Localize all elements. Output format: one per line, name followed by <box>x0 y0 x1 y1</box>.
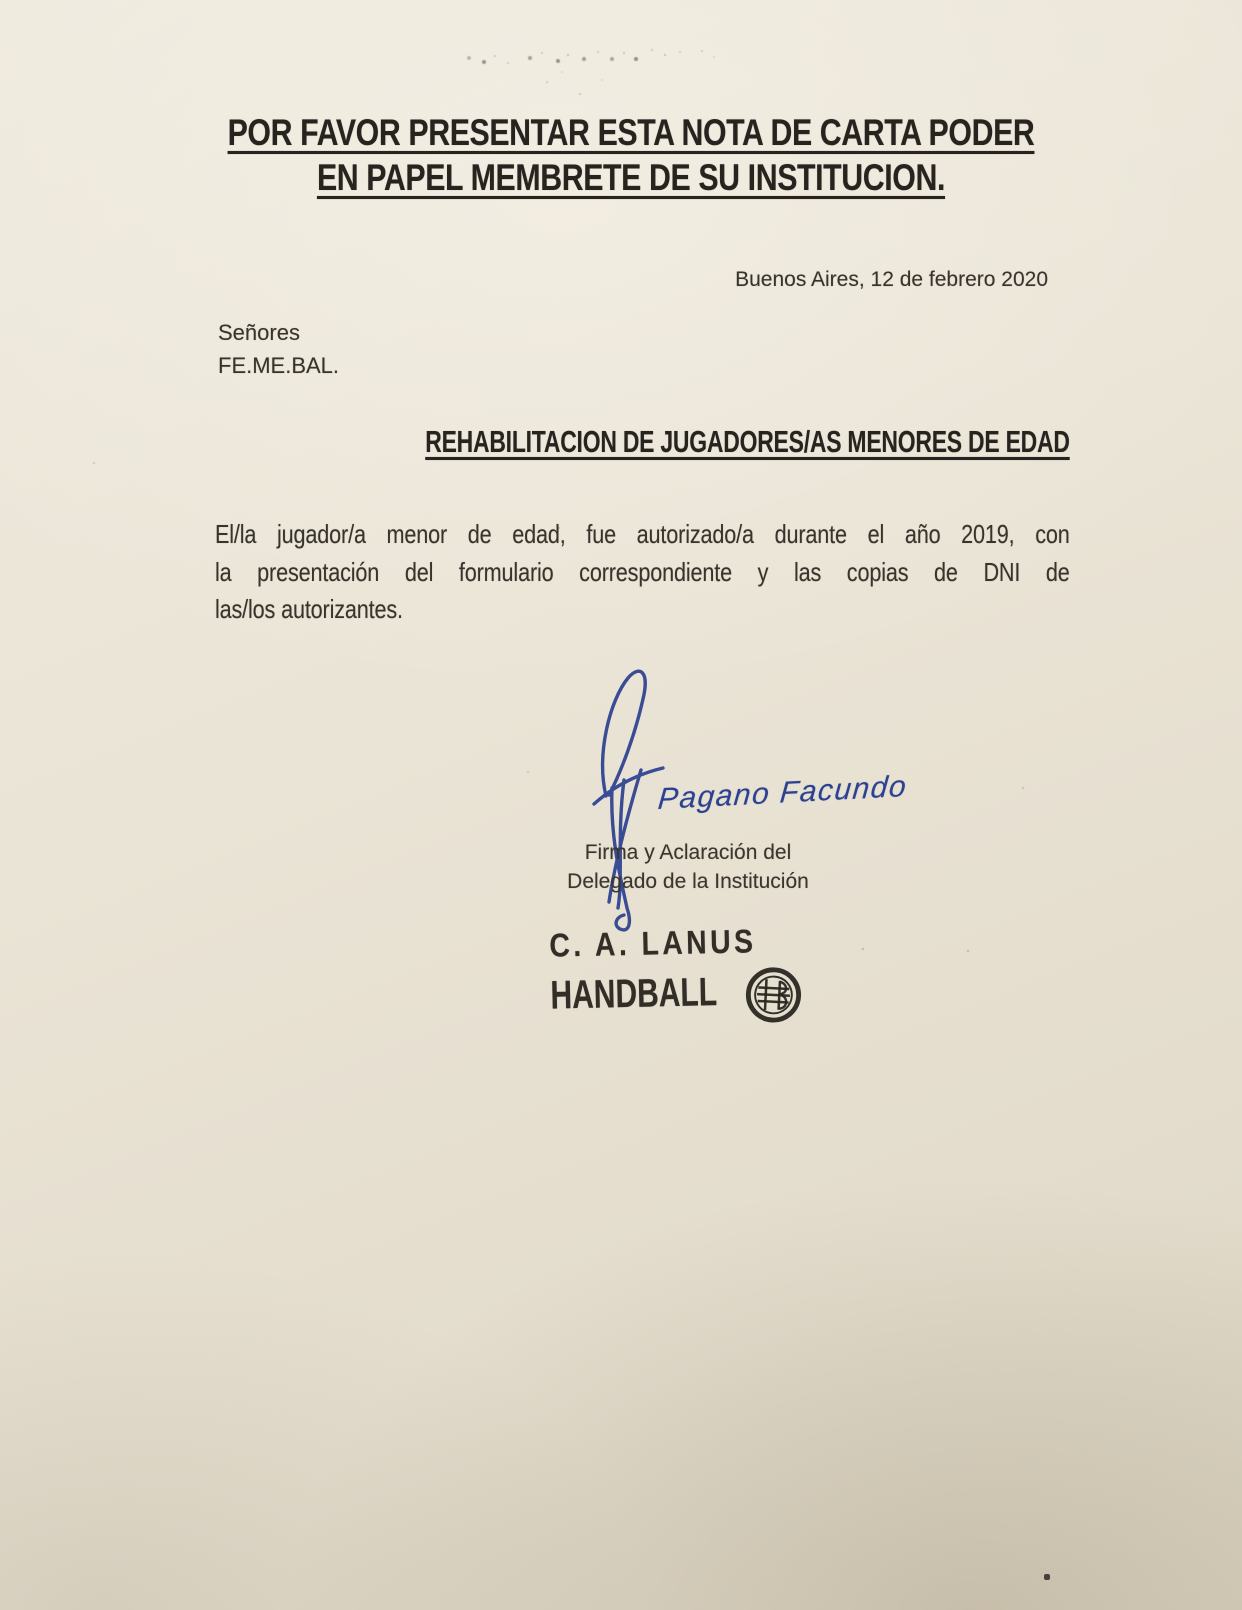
header-notice-line2: EN PAPEL MEMBRETE DE SU INSTITUCION. <box>316 157 946 198</box>
signature-caption-line1: Firma y Aclaración del <box>584 841 792 864</box>
signature-caption-line2: Delegado de la Institución <box>567 870 809 893</box>
dateline: Buenos Aires, 12 de febrero 2020 <box>735 268 1048 291</box>
subject-text: REHABILITACION DE JUGADORES/AS MENORES DE EDAD <box>425 424 1070 459</box>
handwritten-signature-name: Pagano Facundo <box>656 769 909 817</box>
header-notice <box>114 110 1149 200</box>
addressee-block <box>218 316 339 382</box>
body-line-1: El/la jugador/a menor de edad, fue autorizado/a durante el año 2019, con <box>215 519 1070 549</box>
institution-stamp <box>549 921 803 1024</box>
header-notice-line1: POR FAVOR PRESENTAR ESTA NOTA DE CARTA PODER <box>227 112 1035 153</box>
addressee-salutation: Señores <box>218 320 300 345</box>
body-paragraph <box>215 516 1070 629</box>
body-line-2: la presentación del formulario correspondiente y las copias de DNI de <box>215 556 1070 587</box>
stamp-sport-name: HANDBALL <box>549 969 718 1018</box>
paper-smudge-specks <box>0 0 2 2</box>
ink-speck <box>1044 1574 1050 1580</box>
subject-line <box>312 424 1070 460</box>
stamp-club-name: C. A. LANUS <box>549 922 757 964</box>
signature-caption <box>538 838 838 896</box>
lanus-club-logo-icon <box>743 965 804 1026</box>
addressee-organization: FE.ME.BAL. <box>218 353 340 378</box>
body-line-3: las/los autorizantes. <box>215 594 403 624</box>
